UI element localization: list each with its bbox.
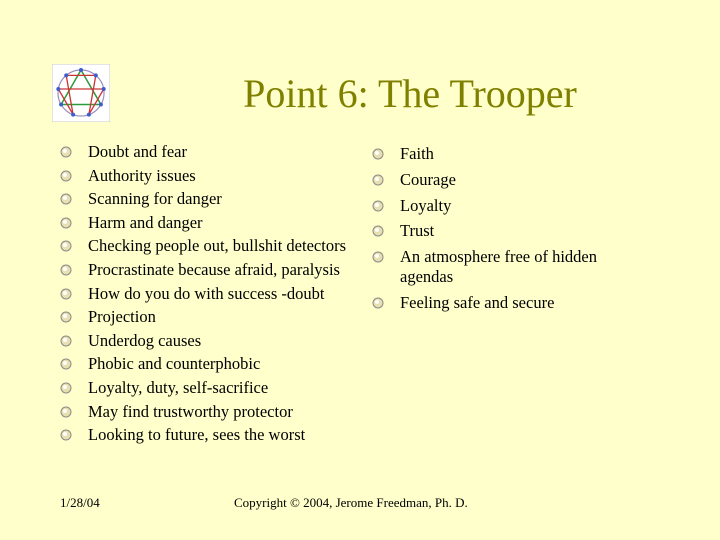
list-item <box>371 293 631 313</box>
list-item-text: Faith <box>400 144 434 163</box>
footer-copyright: Copyright © 2004, Jerome Freedman, Ph. D. <box>234 495 468 510</box>
list-item <box>371 221 631 241</box>
bullet-icon <box>60 311 72 323</box>
list-item-text: Trust <box>400 221 435 241</box>
list-item-text: Feeling safe and secure <box>400 292 555 312</box>
list-item-text: Looking to future, sees the worst <box>88 425 306 445</box>
list-item-text: Courage <box>400 169 456 189</box>
list-item-text: Phobic and counterphobic <box>88 354 261 374</box>
list-item-text: Loyalty <box>400 195 452 215</box>
list-item <box>59 213 359 233</box>
bullet-icon <box>372 200 384 212</box>
list-item <box>59 236 359 256</box>
list-item <box>59 284 359 304</box>
list-item-text: Projection <box>88 307 156 327</box>
enneagram-icon <box>52 64 110 122</box>
bullet-icon <box>60 217 72 229</box>
list-item-text: May find trustworthy protector <box>88 401 293 421</box>
list-item-text: An atmosphere free of hidden agendas <box>400 247 598 287</box>
bullet-icon <box>60 406 72 418</box>
page-title: Point 6: The Trooper <box>243 71 577 116</box>
list-item-text: How do you do with success -doubt <box>88 283 325 303</box>
left-bullet-list <box>59 142 359 449</box>
list-item <box>59 260 359 280</box>
bullet-icon <box>372 251 384 263</box>
list-item-text: Authority issues <box>88 165 196 185</box>
list-item <box>371 170 631 190</box>
list-item <box>59 189 359 209</box>
bullet-icon <box>372 148 384 160</box>
list-item <box>59 425 359 445</box>
bullet-icon <box>60 264 72 276</box>
list-item <box>371 144 631 164</box>
bullet-icon <box>60 146 72 158</box>
list-item-text: Doubt and fear <box>88 142 187 161</box>
list-item <box>59 354 359 374</box>
list-item-text: Checking people out, bullshit detectors <box>88 236 346 256</box>
list-item <box>59 331 359 351</box>
footer-date: 1/28/04 <box>60 495 100 510</box>
list-item <box>59 307 359 327</box>
bullet-icon <box>60 240 72 252</box>
list-item-text: Harm and danger <box>88 212 203 232</box>
list-item <box>59 402 359 422</box>
bullet-icon <box>60 429 72 441</box>
list-item <box>59 142 359 162</box>
bullet-icon <box>60 335 72 347</box>
bullet-icon <box>372 174 384 186</box>
bullet-icon <box>60 358 72 370</box>
list-item-text: Loyalty, duty, self-sacrifice <box>88 377 269 397</box>
bullet-icon <box>60 382 72 394</box>
list-item-text: Scanning for danger <box>88 189 222 209</box>
bullet-icon <box>60 288 72 300</box>
bullet-icon <box>372 225 384 237</box>
list-item-text: Underdog causes <box>88 330 202 350</box>
list-item <box>371 196 631 216</box>
list-item <box>59 166 359 186</box>
bullet-icon <box>60 193 72 205</box>
list-item <box>371 247 631 287</box>
list-item <box>59 378 359 398</box>
list-item-text: Procrastinate because afraid, paralysis <box>88 259 340 279</box>
bullet-icon <box>372 297 384 309</box>
bullet-icon <box>60 170 72 182</box>
right-bullet-list <box>371 144 631 319</box>
